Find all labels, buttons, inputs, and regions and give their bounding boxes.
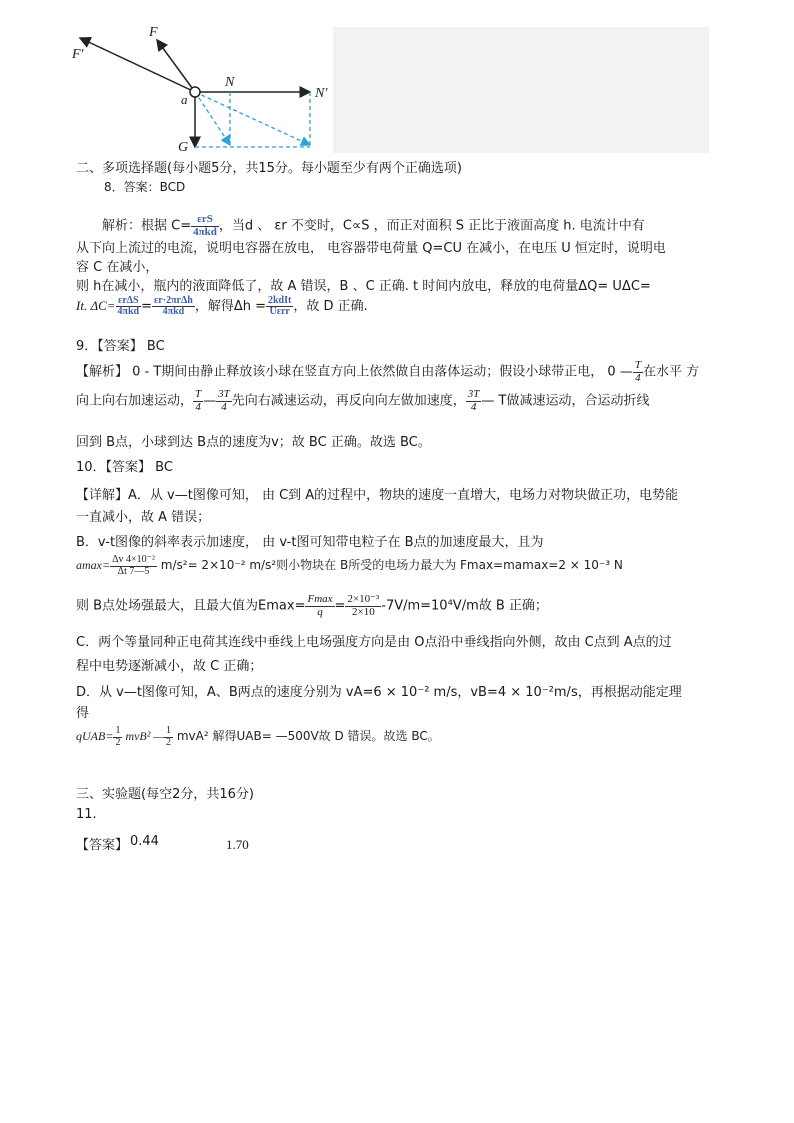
q8-frac-c: $\frac{\text{εrS}}{\text{4πkd}}$	[193, 213, 217, 238]
q11-number: 11.	[76, 807, 97, 822]
q10-b-line1: B．v-t图像的斜率表示加速度， 由 v-t图可知带电粒子在 B点的加速度最大，且为	[76, 535, 544, 550]
q10-c-line1: C．两个等量同种正电荷其连线中垂线上电场强度方向是由 O点沿中垂线指向外侧，故由 C点到 A点的过	[76, 635, 672, 650]
q8-frac-dc: $\frac{\text{εrΔS}}{\text{4πkd}}$	[117, 294, 140, 317]
q8-analysis-line5: It. ΔC= $\frac{\text{εrΔS}}{\text{4πkd}}$ = $\frac{\text{εr·2πrΔh}}{\text{4πkd}}$ ，解得Δh = $\frac{\text{2kdIt}}{\text{Uεrr}}$ ，故 D 正确.	[76, 294, 368, 317]
q11-value1: 0.44	[130, 834, 159, 849]
q9-frac-c: $\frac{3T}{4}$	[467, 388, 480, 413]
q10-d-line3: qUAB= $\frac{1}{2}$ mvB² — $\frac{1}{2}$ mvA² 解得UAB= —500V故 D 错误。故选 BC。	[76, 725, 440, 748]
q10-a-line2: 一直减小，故 A 错误；	[76, 510, 211, 525]
q11-value2: 1.70	[226, 837, 249, 852]
label-n: N	[225, 75, 235, 90]
force-f-prime-line	[80, 38, 195, 92]
q10-a-line1: 【详解】A．从 v—t图像可知， 由 C到 A的过程中，物块的速度一直增大，电场力对物块做正功，电势能	[76, 488, 679, 503]
q10-frac-fq: $\frac{Fmax}{q}$	[307, 593, 333, 618]
q11-answer-label: 【答案】	[76, 838, 129, 853]
force-diagram	[60, 20, 345, 155]
image-placeholder-panel	[333, 27, 709, 153]
force-f-line	[157, 40, 195, 92]
q10-frac-accel: $\frac{\text{Δv 4×10⁻²}}{\Delta t 7—5}$	[112, 554, 155, 577]
q8-frac-dc2: $\frac{\text{εr·2πrΔh}}{\text{4πkd}}$	[154, 294, 193, 317]
q10-c-line2: 程中电势逐渐减小，故 C 正确；	[76, 659, 263, 674]
label-g: G	[178, 140, 189, 155]
label-n-prime: N′	[315, 86, 328, 101]
q10-d-line1: D．从 v—t图像可知，A、B两点的速度分别为 vA=6 × 10⁻² m/s，vB=4 × 10⁻²m/s，再根据动能定理	[76, 685, 682, 700]
q8-analysis-line1: 解析：根据 C= $\frac{\text{εrS}}{\text{4πkd}}$ ，当d 、 εr 不变时，C∝S ，而正对面积 S 正比于液面高度 h. 电流计中有	[102, 213, 645, 238]
q8-answer: 8．答案：BCD	[104, 180, 186, 194]
q10-b-line2: amax= $\frac{\text{Δv 4×10⁻²}}{\Delta t 7—5}$ m/s²= 2×10⁻² m/s²则小物块在 B所受的电场力最大为 Fmax=mamax=2 × 10⁻³ N	[76, 554, 623, 577]
dashed-resultant-short	[195, 92, 230, 145]
label-f: F	[149, 25, 158, 40]
q8-frac-dh: $\frac{\text{2kdIt}}{\text{Uεrr}}$	[268, 294, 292, 317]
label-a: a	[181, 92, 188, 107]
q10-frac-num: $\frac{\text{2×10⁻³}}{2\times 10}$	[347, 593, 380, 618]
q10-answer: 10．【答案】 BC	[76, 460, 173, 475]
q10-frac-half1: $\frac{1}{2}$	[115, 725, 121, 748]
q9-line3: 回到 B点，小球到达 B点的速度为v；故 BC 正确。故选 BC。	[76, 435, 431, 450]
q9-frac-t4: $\frac{T}{4}$	[634, 359, 641, 384]
section2-heading: 二、多项选择题(每小题5分，共15分。每小题至少有两个正确选项)	[76, 161, 462, 176]
q10-frac-half2: $\frac{1}{2}$	[166, 725, 172, 748]
q8-analysis-line4: 则 h在减小，瓶内的液面降低了，故 A 错误，B 、C 正确. t 时间内放电，释放的电荷量ΔQ= UΔC=	[76, 279, 651, 294]
label-f-prime: F′	[72, 47, 84, 62]
q9-line1: 【解析】 0 - T期间由静止释放该小球在竖直方向上依然做自由落体运动；假设小球带正电， 0 — $\frac{T}{4}$ 在水平 方	[76, 359, 700, 384]
q9-answer: 9．【答案】 BC	[76, 339, 165, 354]
q9-frac-b: $\frac{3T}{4}$	[218, 388, 230, 413]
q9-line2: 向上向右加速运动， $\frac{T}{4}$ — $\frac{3T}{4}$ 先向右减速运动，再反向向左做加速度， $\frac{3T}{4}$ — T做减速运动，合运动折线	[76, 388, 650, 413]
q8-analysis-line3: 容 C 在减小，	[76, 260, 159, 275]
section3-heading: 三、实验题(每空2分，共16分)	[76, 787, 254, 802]
point-a	[190, 87, 200, 97]
q8-analysis-line2: 从下向上流过的电流，说明电容器在放电， 电容器带电荷量 Q=CU 在减小，在电压 U 恒定时，说明电	[76, 241, 666, 256]
q9-frac-a: $\frac{T}{4}$	[195, 388, 202, 413]
q10-b-line3: 则 B点处场强最大，且最大值为Emax= $\frac{Fmax}{q}$ = $\frac{\text{2×10⁻³}}{2\times 10}$ -7V/m=10⁴V/m故 B 正确；	[76, 593, 548, 618]
q10-d-line2: 得	[76, 706, 90, 721]
